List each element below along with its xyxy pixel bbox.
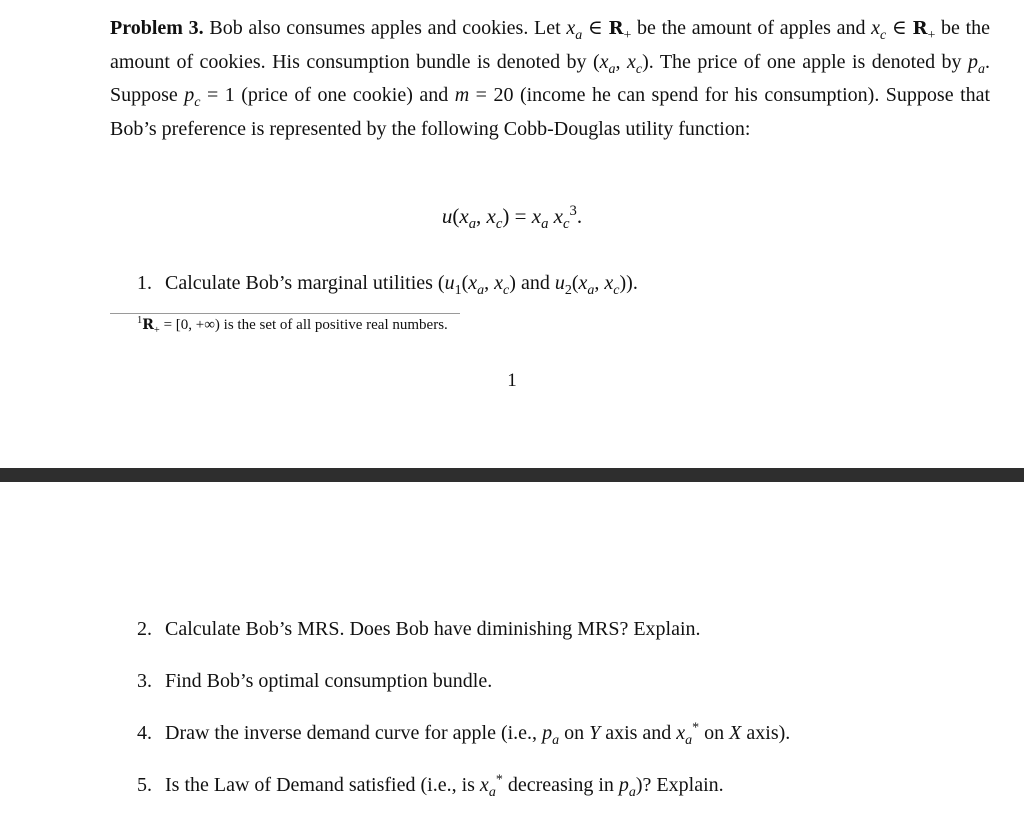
question-2: 2. Calculate Bob’s MRS. Does Bob have diminishing MRS? Explain. [137,618,701,640]
question-3: 3. Find Bob’s optimal consumption bundle. [137,670,493,692]
question-5: 5. Is the Law of Demand satisfied (i.e., is $x_a^*$ decreasing in $p_a$)? Explain. [137,772,724,800]
footnote-rule [110,313,460,314]
utility-equation: $u(x_a$, $x_c) = x_a$ $x_c^3$. [441,203,583,233]
question-1: 1. Calculate Bob’s marginal utilities ($u_1(x_a$, $x_c$) and $u_2(x_a$, $x_c$)). [137,272,638,298]
problem-statement: Problem 3. Bob also consumes apples and cookies. Let $x_a$ ∈ $R_+$ be the amount of apples and $x_c$ ∈ $R_+$ be the amount of cookies. His consumption bundle is denoted by ($x_a$, $x_c$). The price of one apple is denoted by $p_a$. Suppose $p_c = 1$ (price of one cookie) and m = 20 (income he can spend for his consumption). Suppose that Bob’s preference is represented by the following Cobb-Douglas utility function: [110,17,991,140]
question-4: 4. Draw the inverse demand curve for apple (i.e., $p_a$ on Y axis and $x_a^*$ on X axis). [137,720,791,748]
footnote: $^1R_+ = [0$, +∞) is the set of all positive real numbers. [137,315,448,336]
page-number: 1 [507,370,517,391]
page-divider [0,468,1024,482]
problem-heading: Problem 3. [110,17,204,39]
